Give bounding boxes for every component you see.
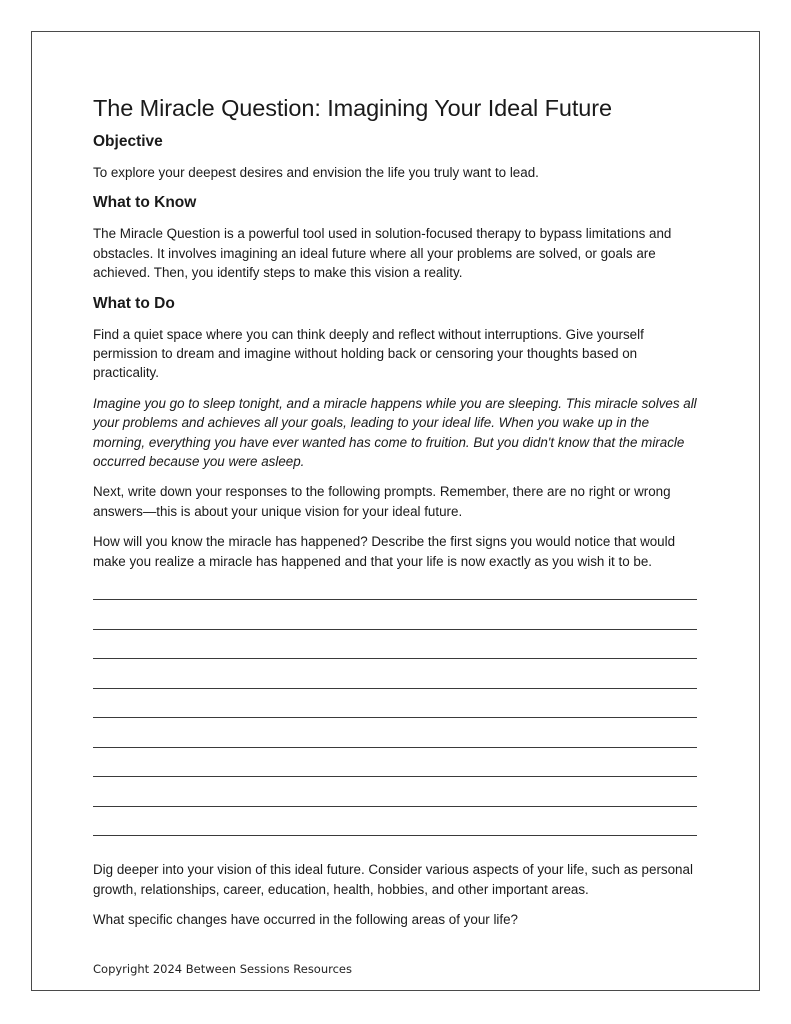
what-to-do-heading: What to Do bbox=[93, 294, 175, 312]
prompt-first-signs: How will you know the miracle has happened? Describe the first signs you would notice that would make you realize a miracle has happened and that your life is now exactly as you wish it to be. bbox=[93, 534, 676, 569]
answer-line[interactable] bbox=[93, 600, 697, 630]
what-to-know-text: The Miracle Question is a powerful tool used in solution-focused therapy to bypass limitations and obstacles. It involves imagining an ideal future where all your problems are solved, or goals are achieved. Then, you identify steps to make this vision a reality. bbox=[93, 226, 672, 281]
what-to-do-paragraph-2: Next, write down your responses to the following prompts. Remember, there are no right or wrong answers—this is about your unique vision for your ideal future. bbox=[93, 484, 671, 519]
answer-line[interactable] bbox=[93, 807, 697, 837]
objective-text: To explore your deepest desires and envision the life you truly want to lead. bbox=[93, 165, 539, 180]
what-to-do-paragraph-3: Dig deeper into your vision of this ideal future. Consider various aspects of your life, such as personal growth, relationships, career, education, health, hobbies, and other important areas. bbox=[93, 862, 693, 897]
answer-line[interactable] bbox=[93, 659, 697, 689]
copyright-footer: Copyright 2024 Between Sessions Resources bbox=[93, 962, 352, 976]
answer-line[interactable] bbox=[93, 584, 697, 600]
miracle-scenario: Imagine you go to sleep tonight, and a miracle happens while you are sleeping. This miracle solves all your problems and achieves all your goals, leading to your ideal life. When you wake up in the morning, everything you have ever wanted has come to fruition. But you didn't know that the miracle occurred because you were asleep. bbox=[93, 395, 697, 470]
what-to-do-paragraph-1: Find a quiet space where you can think deeply and reflect without interruptions. Give yourself permission to dream and imagine without holding back or censoring your thoughts based on practicality. bbox=[93, 326, 644, 381]
what-to-know-heading: What to Know bbox=[93, 194, 197, 212]
answer-line[interactable] bbox=[93, 748, 697, 778]
prompt-specific-changes: What specific changes have occurred in the following areas of your life? bbox=[93, 911, 519, 927]
worksheet-content bbox=[93, 93, 701, 940]
answer-line[interactable] bbox=[93, 777, 697, 807]
page-title: The Miracle Question: Imagining Your Ideal Future bbox=[93, 95, 612, 121]
answer-line[interactable] bbox=[93, 630, 697, 660]
objective-heading: Objective bbox=[93, 133, 163, 150]
answer-lines[interactable] bbox=[93, 584, 701, 836]
answer-line[interactable] bbox=[93, 689, 697, 719]
answer-line[interactable] bbox=[93, 718, 697, 748]
